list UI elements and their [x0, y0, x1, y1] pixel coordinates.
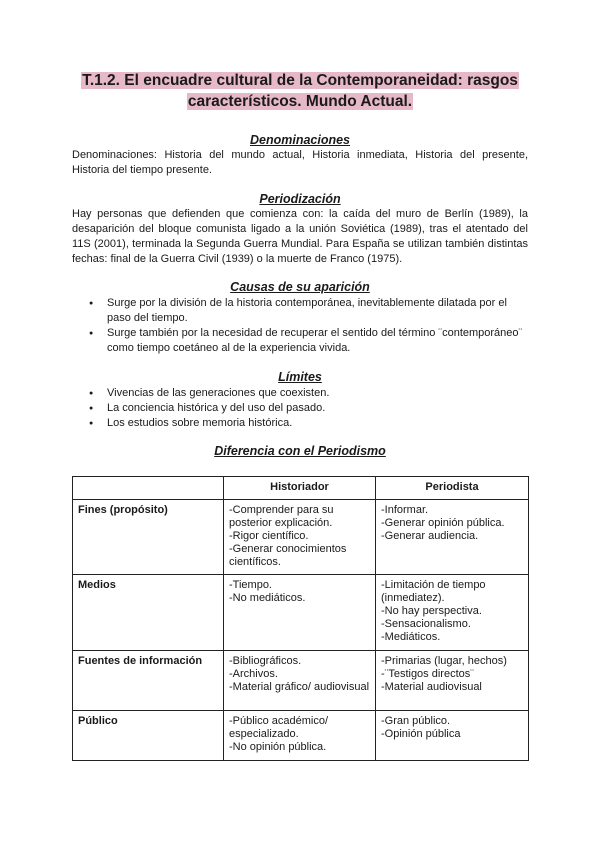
table-row [73, 651, 529, 711]
cell-historiador [224, 500, 376, 575]
cell-line: -No opinión pública. [229, 741, 327, 753]
cell-line: -Material gráfico/ audiovisual [229, 681, 370, 693]
cell-line: -No hay perspectiva. [381, 605, 482, 617]
heading-causas: Causas de su aparición [230, 280, 370, 294]
title-line-1: T.1.2. El encuadre cultural de la Contemporaneidad: rasgos [82, 72, 518, 89]
heading-denominaciones: Denominaciones [249, 133, 351, 147]
cell-line: -Rigor científico. [229, 530, 309, 542]
table-header-row [73, 477, 529, 500]
paragraph-denominaciones: Denominaciones: Historia del mundo actual, Historia inmediata, Historia del presente, Historia del tiempo presente. [72, 149, 528, 176]
cell-historiador [224, 651, 376, 711]
cell-line: -Gran público. [381, 715, 451, 727]
cell-line: -Generar conocimientos científicos. [229, 543, 347, 568]
header-historiador: Historiador [224, 477, 376, 500]
cell-line: -Primarias (lugar, hechos) [381, 655, 507, 667]
cell-line: -No mediáticos. [229, 592, 306, 604]
cell-line: -Generar opinión pública. [381, 517, 505, 529]
cell-historiador [224, 575, 376, 651]
row-label: Fuentes de información [73, 651, 224, 711]
title-line-2: característicos. Mundo Actual. [187, 93, 413, 110]
cell-periodista [376, 651, 529, 711]
list-item: ● Vivencias de las generaciones que coexisten. [72, 386, 528, 401]
table-row [73, 575, 529, 651]
list-item: ● Los estudios sobre memoria histórica. [72, 416, 528, 431]
table-row [73, 500, 529, 575]
heading-periodizacion: Periodización [259, 192, 341, 206]
cell-line: -Comprender para su posterior explicación. [229, 504, 334, 529]
cell-line: -Tiempo. [229, 579, 272, 591]
row-label: Público [73, 711, 224, 761]
list-item: ● Surge por la división de la historia contemporánea, inevitablemente dilatada por el paso del tiempo. [72, 296, 528, 326]
cell-line: -Generar audiencia. [381, 530, 479, 542]
cell-periodista [376, 500, 529, 575]
document-title [72, 70, 528, 112]
cell-line: -Limitación de tiempo (inmediatez). [381, 579, 486, 604]
table-row [73, 711, 529, 761]
list-item: ● Surge también por la necesidad de recuperar el sentido del término ¨contemporáneo¨ como tiempo coetáneo al de la experiencia vivida. [72, 326, 528, 356]
list-limites [72, 386, 528, 431]
heading-diferencia: Diferencia con el Periodismo [214, 444, 386, 458]
row-label: Fines (propósito) [73, 500, 224, 575]
paragraph-periodizacion: Hay personas que defienden que comienza con: la caída del muro de Berlín (1989), la desaparición del bloque comunista ligado a la unión Soviética (1989), tras el atentado del 11S (2001), terminada la Segunda Guerra Mundial. Para España se utilizan también distintas fechas: final de la Guerra Civil (1939) o la muerte de Franco (1975). [72, 208, 528, 265]
header-empty [73, 477, 224, 500]
row-label: Medios [73, 575, 224, 651]
cell-line: -Sensacionalismo. [381, 618, 471, 630]
cell-periodista [376, 575, 529, 651]
cell-line: -Mediáticos. [381, 631, 441, 643]
comparison-table [72, 476, 529, 761]
cell-line: -Público académico/ especializado. [229, 715, 329, 740]
cell-line: -Bibliográficos. [229, 655, 302, 667]
cell-line: -Informar. [381, 504, 429, 516]
cell-line: -Material audiovisual [381, 681, 482, 693]
cell-periodista [376, 711, 529, 761]
cell-historiador [224, 711, 376, 761]
heading-limites: Límites [278, 370, 322, 384]
cell-line: -Opinión pública [381, 728, 461, 740]
list-causas [72, 296, 528, 356]
list-item: ● La conciencia histórica y del uso del pasado. [72, 401, 528, 416]
cell-line: -¨Testigos directos¨ [381, 668, 474, 680]
header-periodista: Periodista [376, 477, 529, 500]
cell-line: -Archivos. [229, 668, 278, 680]
